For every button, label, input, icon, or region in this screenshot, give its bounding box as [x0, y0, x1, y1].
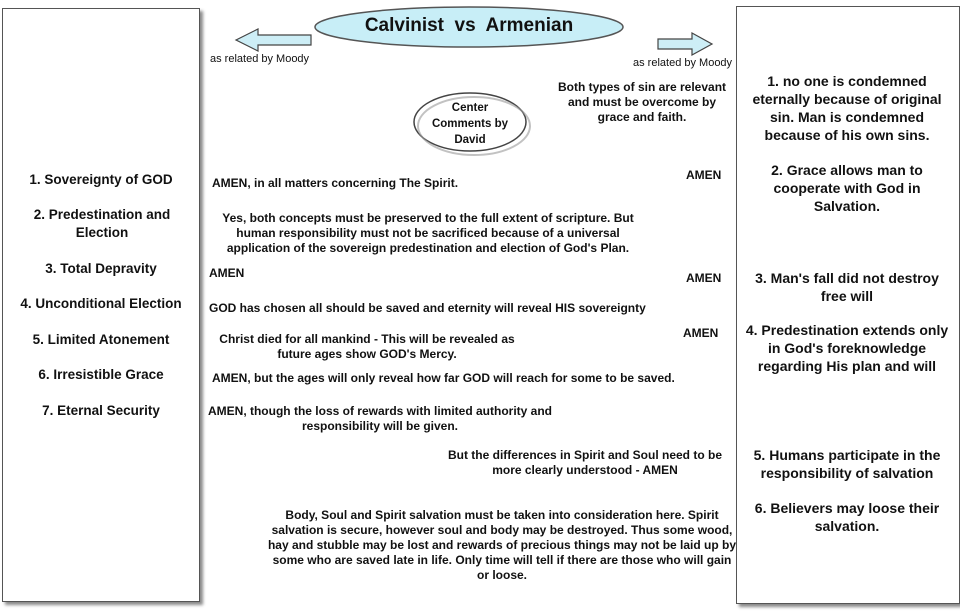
armenian-point-5: 5. Humans participate in the responsibility of salvation: [753, 447, 941, 481]
calvinist-point-4: 4. Unconditional Election: [20, 296, 182, 311]
calvinist-point-2: 2. Predestination and Election: [33, 207, 171, 240]
center-bubble-label: Center Comments by David: [431, 102, 509, 146]
amen-right-3: AMEN: [686, 271, 722, 285]
calvinist-point-7: 7. Eternal Security: [42, 403, 160, 418]
right-arrow-icon: [656, 30, 714, 58]
comment-unconditional: GOD has chosen all should be saved and eternity will reveal HIS sovereignty: [209, 301, 646, 315]
calvinist-point-6: 6. Irresistible Grace: [38, 367, 164, 382]
comment-sovereignty: AMEN, in all matters concerning The Spirit.: [212, 176, 459, 190]
comment-security: AMEN, though the loss of rewards with limited authority and responsibility will be given.: [207, 404, 552, 433]
comment-spirit-soul: But the differences in Spirit and Soul need to be more clearly understood - AMEN: [447, 448, 723, 477]
comment-body-soul-spirit: Body, Soul and Spirit salvation must be taken into consideration here. Spirit salvation is secure, however soul and body may be destroyed. Thus some wood, hay and stubble may be lost and rewards of precious things may not be laid up by some who are saved late in life. Only time will tell if there are those who will gain or loose.: [267, 508, 737, 582]
page-title: Calvinist vs Armenian: [364, 15, 574, 36]
armenian-point-4: 4. Predestination extends only in God's foreknowledge regarding His plan and will: [745, 322, 949, 374]
armenian-point-1: 1. no one is condemned eternally because of original sin. Man is condemned because of his own sins.: [752, 73, 942, 143]
armenian-point-2: 2. Grace allows man to cooperate with God in Salvation.: [771, 162, 923, 214]
armenian-point-3: 3. Man's fall did not destroy free will: [755, 270, 939, 304]
comment-predestination: Yes, both concepts must be preserved to the full extent of scripture. But human responsibility must not be sacrificed because of a universal application of the sovereign predestination and election of God's Plan.: [222, 211, 634, 255]
comment-depravity: AMEN: [209, 266, 245, 280]
comment-grace: AMEN, but the ages will only reveal how far GOD will reach for some to be saved.: [212, 371, 675, 385]
calvinist-point-1: 1. Sovereignty of GOD: [29, 172, 173, 187]
armenian-point-6: 6. Believers may loose their salvation.: [754, 500, 940, 534]
calvinist-point-3: 3. Total Depravity: [45, 261, 157, 276]
left-caption: as related by Moody: [210, 53, 310, 65]
comment-atonement: Christ died for all mankind - This will be revealed as future ages show GOD's Mercy.: [219, 332, 515, 361]
amen-right-1: AMEN: [686, 168, 722, 182]
calvinist-point-5: 5. Limited Atonement: [32, 332, 170, 347]
left-arrow-icon: [234, 26, 314, 54]
right-caption: as related by Moody: [633, 57, 733, 69]
comment-sin: Both types of sin are relevant and must be overcome by grace and faith.: [557, 80, 727, 124]
amen-right-4: AMEN: [683, 326, 719, 340]
